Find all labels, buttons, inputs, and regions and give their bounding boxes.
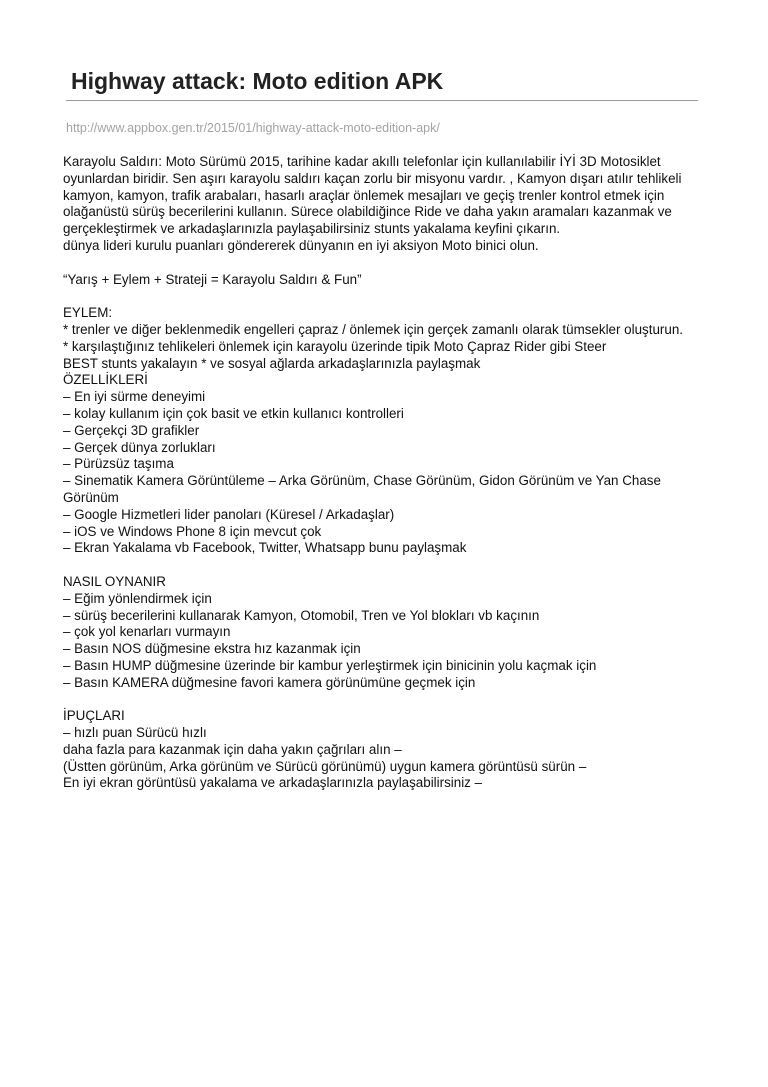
paragraph-gap xyxy=(63,288,711,305)
list-item: – hızlı puan Sürücü hızlı xyxy=(63,725,207,741)
list-item: – Gerçek dünya zorlukları xyxy=(63,439,216,455)
list-item: – Sinematik Kamera Görüntüleme – Arka Görünüm, Chase Görünüm, Gidon Görünüm ve Yan Chase xyxy=(63,473,661,489)
paragraph-gap xyxy=(63,255,711,272)
intro-line: oyunlardan biridir. Sen aşırı karayolu saldırı kaçan zorlu bir misyonu vardır. , Kamyon dışarı atılır tehlikeli xyxy=(63,170,682,186)
section-heading-ipuclari: İPUÇLARI xyxy=(63,708,125,724)
list-item: – Google Hizmetleri lider panoları (Küresel / Arkadaşlar) xyxy=(63,506,395,522)
intro-paragraph xyxy=(63,154,711,255)
section-heading-ozellikleri: ÖZELLİKLERİ xyxy=(63,372,148,388)
list-item: * trenler ve diğer beklenmedik engelleri çapraz / önlemek için gerçek zamanlı olarak tümsekler oluşturun. xyxy=(63,321,683,337)
intro-line: gerçekleştirmek ve arkadaşlarınızla paylaşabilirsiniz stunts yakalama keyfini çıkarın. xyxy=(63,221,561,237)
list-item: – Eğim yönlendirmek için xyxy=(63,590,212,606)
list-item: – En iyi sürme deneyimi xyxy=(63,389,206,405)
list-item: – sürüş becerilerini kullanarak Kamyon, Otomobil, Tren ve Yol blokları vb kaçının xyxy=(63,607,540,623)
list-item: – iOS ve Windows Phone 8 için mevcut çok xyxy=(63,523,322,539)
list-item: – Basın NOS düğmesine ekstra hız kazanmak için xyxy=(63,641,361,657)
list-item: – Basın KAMERA düğmesine favori kamera görünümüne geçmek için xyxy=(63,674,476,690)
document-title: Highway attack: Moto edition APK xyxy=(71,68,444,94)
list-item: (Üstten görünüm, Arka görünüm ve Sürücü görünümü) uygun kamera görüntüsü sürün – xyxy=(63,758,587,774)
list-item: * karşılaştığınız tehlikeleri önlemek için karayolu üzerinde tipik Moto Çapraz Rider gibi Steer xyxy=(63,338,607,354)
intro-line: Karayolu Saldırı: Moto Sürümü 2015, tarihine kadar akıllı telefonlar için kullanılabilir İYİ 3D Motosiklet xyxy=(63,154,661,169)
eylem-section xyxy=(63,305,711,557)
list-item: Görünüm xyxy=(63,489,119,505)
title-divider xyxy=(66,100,698,101)
intro-line: dünya lideri kurulu puanları göndererek dünyanın en iyi aksiyon Moto binici olun. xyxy=(63,237,539,253)
list-item: – Gerçekçi 3D grafikler xyxy=(63,422,200,438)
paragraph-gap xyxy=(63,692,711,709)
intro-line: olağanüstü sürüş becerilerini kullanın. Sürece olabildiğince Ride ve daha yakın aramaları kazanmak ve xyxy=(63,204,672,220)
section-heading-nasil-oynanir: NASIL OYNANIR xyxy=(63,573,166,589)
list-item: daha fazla para kazanmak için daha yakın çağrıları alın – xyxy=(63,741,402,757)
list-item: En iyi ekran görüntüsü yakalama ve arkadaşlarınızla paylaşabilirsiniz – xyxy=(63,775,483,791)
nasil-oynanir-section xyxy=(63,574,711,692)
list-item: – çok yol kenarları vurmayın xyxy=(63,624,231,640)
source-url: http://www.appbox.gen.tr/2015/01/highway-attack-moto-edition-apk/ xyxy=(66,121,440,135)
section-heading-eylem: EYLEM: xyxy=(63,305,113,321)
list-item: – Ekran Yakalama vb Facebook, Twitter, Whatsapp bunu paylaşmak xyxy=(63,540,467,556)
list-item: – kolay kullanım için çok basit ve etkin kullanıcı kontrolleri xyxy=(63,405,404,421)
document-body xyxy=(63,154,711,792)
paragraph-gap xyxy=(63,557,711,574)
list-item: BEST stunts yakalayın * ve sosyal ağlarda arkadaşlarınızla paylaşmak xyxy=(63,355,481,371)
intro-line: kamyon, kamyon, trafik arabaları, hasarlı araçlar önlemek mesajları ve geçiş trenler kontrol etmek için xyxy=(63,187,665,203)
ipuclari-section xyxy=(63,708,711,792)
list-item: – Basın HUMP düğmesine üzerinde bir kambur yerleştirmek için binicinin yolu kaçmak için xyxy=(63,657,597,673)
tagline-quote: “Yarış + Eylem + Strateji = Karayolu Saldırı & Fun” xyxy=(63,271,362,287)
list-item: – Pürüzsüz taşıma xyxy=(63,456,174,472)
